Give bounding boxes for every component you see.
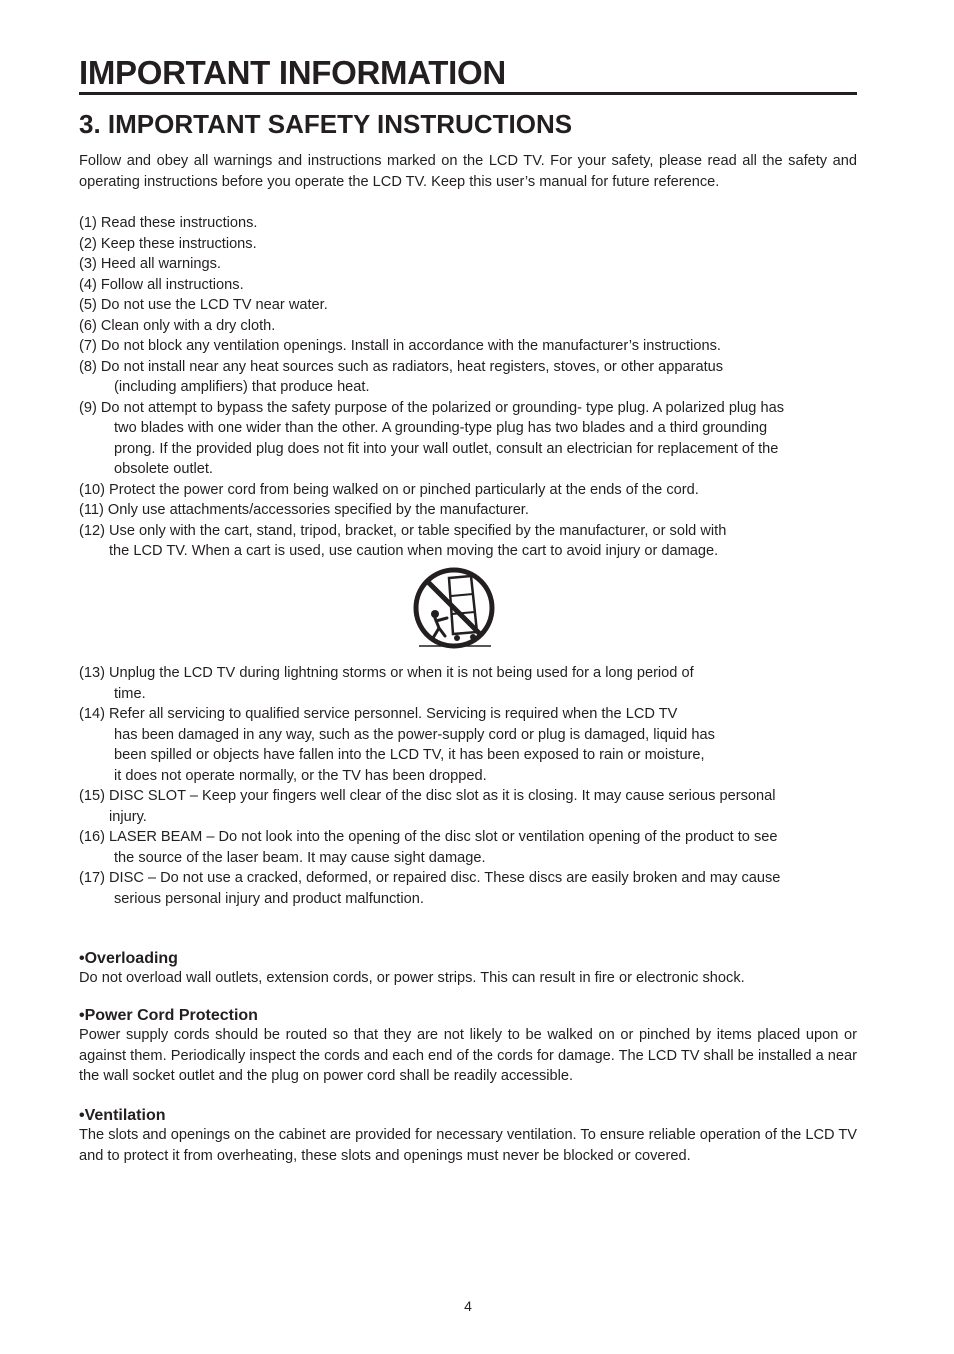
ventilation-section (79, 1107, 857, 1166)
overloading-section (79, 950, 857, 989)
section-title: 3. IMPORTANT SAFETY INSTRUCTIONS (79, 109, 573, 139)
list-item: (6) Clean only with a dry cloth. (79, 317, 276, 334)
power-cord-section (79, 1007, 857, 1087)
list-item: (12) Use only with the cart, stand, tripod, bracket, or table specified by the manufacturer, or sold with the LCD TV. When a cart is used, use caution when moving the cart to avoid injury or damage. (79, 522, 727, 559)
intro-paragraph: Follow and obey all warnings and instructions marked on the LCD TV. For your safety, please read all the safety and operating instructions before you operate the LCD TV. Keep this user’s manual for future reference. (79, 153, 857, 190)
list-item: (3) Heed all warnings. (79, 256, 221, 272)
overloading-body: Do not overload wall outlets, extension cords, or power strips. This can result in fire or electronic shock. (79, 970, 745, 986)
instruction-list-a (79, 213, 857, 562)
page-number: 4 (464, 1298, 472, 1314)
power-cord-heading: •Power Cord Protection (79, 1007, 258, 1024)
list-item: (1) Read these instructions. (79, 215, 258, 231)
list-item: (8) Do not install near any heat sources such as radiators, heat registers, stoves, or other apparatus (including amplifiers) that produce heat. (79, 358, 724, 395)
list-item: (11) Only use attachments/accessories specified by the manufacturer. (79, 502, 529, 518)
overloading-heading: •Overloading (79, 950, 178, 967)
power-cord-body: Power supply cords should be routed so that they are not likely to be walked on or pinched by items placed upon or against them. Periodically inspect the cords and each end of the cords for damage. The LCD TV shall be installed a near the wall socket outlet and the plug on power cord shall be readily accessible. (79, 1027, 857, 1084)
ventilation-heading: •Ventilation (79, 1107, 166, 1124)
instruction-list-b (79, 663, 857, 909)
list-item: (2) Keep these instructions. (79, 235, 257, 252)
list-item: (4) Follow all instructions. (79, 276, 244, 293)
page-title: IMPORTANT INFORMATION (79, 54, 857, 95)
list-item: (16) LASER BEAM – Do not look into the opening of the disc slot or ventilation opening of the product to see the source of the laser beam. It may cause sight damage. (79, 829, 778, 866)
list-item: (7) Do not block any ventilation openings. Install in accordance with the manufacturer’s instructions. (79, 338, 721, 354)
cart-tip-over-warning-icon (409, 566, 499, 652)
list-item: (13) Unplug the LCD TV during lightning storms or when it is not being used for a long period of time. (79, 665, 694, 702)
list-item: (17) DISC – Do not use a cracked, deformed, or repaired disc. These discs are easily broken and may cause serious personal injury and product malfunction. (79, 870, 781, 907)
list-item: (14) Refer all servicing to qualified service personnel. Servicing is required when the LCD TV has been damaged in any way, such as the power-supply cord or plug is damaged, liquid has been spilled or objects have fallen into the LCD TV, it has been exposed to rain or moisture, it does not operate normally, or the TV has been dropped. (79, 706, 715, 784)
list-item: (10) Protect the power cord from being walked on or pinched particularly at the ends of the cord. (79, 481, 699, 498)
list-item: (15) DISC SLOT – Keep your fingers well clear of the disc slot as it is closing. It may cause serious personal injury. (79, 788, 776, 825)
list-item: (9) Do not attempt to bypass the safety purpose of the polarized or grounding- type plug. A polarized plug has two blades with one wider than the other. A grounding-type plug has two blades and a third grounding prong. If the provided plug does not fit into your wall outlet, consult an electrician for replacement of the obsolete outlet. (79, 399, 784, 477)
list-item: (5) Do not use the LCD TV near water. (79, 297, 328, 313)
ventilation-body: The slots and openings on the cabinet are provided for necessary ventilation. To ensure reliable operation of the LCD TV and to protect it from overheating, these slots and openings must never be blocked or covered. (79, 1127, 857, 1164)
